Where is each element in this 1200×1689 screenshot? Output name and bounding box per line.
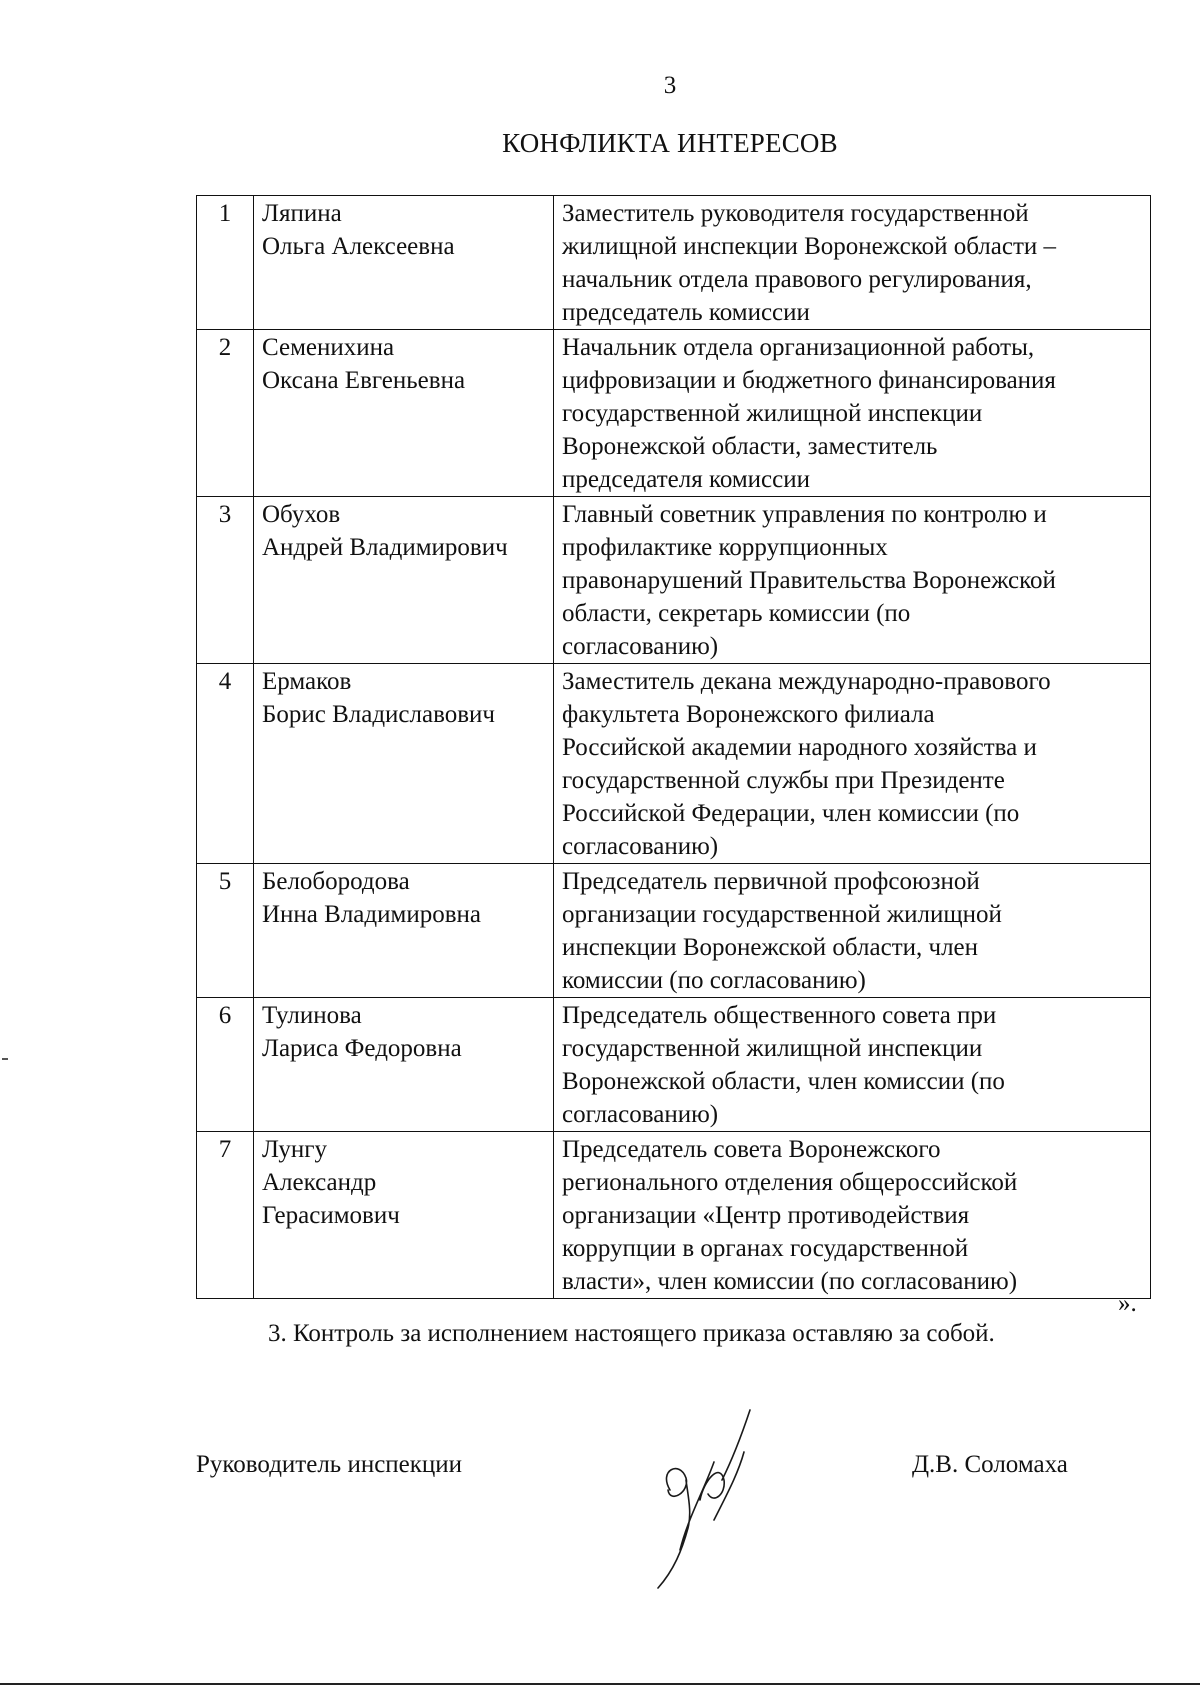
- member-role-line: Воронежской области, член комиссии (по: [562, 1068, 1005, 1095]
- member-name: [254, 664, 554, 864]
- member-role: [554, 1132, 1151, 1299]
- member-role-line: профилактике коррупционных: [562, 534, 888, 561]
- member-role-line: Председатель совета Воронежского: [562, 1136, 941, 1163]
- table-row: [197, 497, 1151, 664]
- member-role: [554, 330, 1151, 497]
- table-row: [197, 998, 1151, 1132]
- member-role-line: цифровизации и бюджетного финансирования: [562, 367, 1056, 394]
- signatory-name: Д.В. Соломаха: [912, 1451, 1068, 1478]
- member-role-line: Заместитель декана международно-правового: [562, 668, 1051, 695]
- table-row: [197, 1132, 1151, 1299]
- member-role-line: власти», член комиссии (по согласованию): [562, 1268, 1018, 1295]
- member-role-line: согласованию): [562, 633, 719, 660]
- bottom-edge-line: [0, 1683, 1200, 1685]
- member-role-line: Российской Федерации, член комиссии (по: [562, 800, 1020, 827]
- control-paragraph: 3. Контроль за исполнением настоящего приказа оставляю за собой.: [268, 1320, 995, 1347]
- member-name-line: Инна Владимировна: [262, 901, 481, 928]
- member-role-line: Заместитель руководителя государственной: [562, 200, 1029, 227]
- member-name-line: Ермаков: [262, 668, 352, 695]
- member-role-line: начальник отдела правового регулирования,: [562, 266, 1032, 293]
- member-number: 1: [197, 196, 254, 330]
- table-row: [197, 864, 1151, 998]
- member-name: [254, 497, 554, 664]
- page-title: КОНФЛИКТА ИНТЕРЕСОВ: [502, 128, 838, 158]
- member-role-line: председатель комиссии: [562, 299, 810, 326]
- member-role: [554, 864, 1151, 998]
- member-role-line: коррупции в органах государственной: [562, 1235, 969, 1262]
- member-role: [554, 196, 1151, 330]
- member-role-line: регионального отделения общероссийской: [562, 1169, 1018, 1196]
- member-role-line: государственной жилищной инспекции: [562, 1035, 983, 1062]
- member-number: 2: [197, 330, 254, 497]
- member-name-line: Тулинова: [262, 1002, 362, 1029]
- member-name-line: Лунгу: [262, 1136, 327, 1163]
- table-row: [197, 330, 1151, 497]
- members-table-body: [197, 196, 1151, 1299]
- commission-members-table: [196, 195, 1151, 1299]
- member-role: [554, 497, 1151, 664]
- member-role-line: Воронежской области, заместитель: [562, 433, 938, 460]
- member-role-line: инспекции Воронежской области, член: [562, 934, 979, 961]
- member-role-line: согласованию): [562, 833, 719, 860]
- signature-position: Руководитель инспекции: [196, 1451, 463, 1478]
- member-number: 5: [197, 864, 254, 998]
- scan-artifact-mark: [2, 1058, 8, 1060]
- member-role: [554, 664, 1151, 864]
- member-number: 4: [197, 664, 254, 864]
- member-role-line: Председатель первичной профсоюзной: [562, 868, 980, 895]
- member-name-line: Андрей Владимирович: [262, 534, 508, 561]
- member-role-line: организации государственной жилищной: [562, 901, 1002, 928]
- member-name-line: Ляпина: [262, 200, 342, 227]
- member-name-line: Ольга Алексеевна: [262, 233, 455, 260]
- member-number: 3: [197, 497, 254, 664]
- closing-quote: ».: [1118, 1290, 1137, 1317]
- page-number: 3: [663, 72, 677, 99]
- member-role-line: Председатель общественного совета при: [562, 1002, 997, 1029]
- member-name-line: Обухов: [262, 501, 341, 528]
- member-name: [254, 998, 554, 1132]
- member-role-line: государственной службы при Президенте: [562, 767, 1005, 794]
- member-role-line: области, секретарь комиссии (по: [562, 600, 911, 627]
- member-role-line: факультета Воронежского филиала: [562, 701, 935, 728]
- member-name-line: Семенихина: [262, 334, 395, 361]
- member-role-line: Российской академии народного хозяйства и: [562, 734, 1037, 761]
- member-role-line: комиссии (по согласованию): [562, 967, 866, 994]
- member-name-line: Оксана Евгеньевна: [262, 367, 466, 394]
- member-name-line: Александр: [262, 1169, 377, 1196]
- member-number: 6: [197, 998, 254, 1132]
- handwritten-signature: [630, 1400, 790, 1590]
- member-name: [254, 864, 554, 998]
- member-role-line: жилищной инспекции Воронежской области –: [562, 233, 1057, 260]
- member-name: [254, 330, 554, 497]
- member-role-line: Главный советник управления по контролю и: [562, 501, 1047, 528]
- member-name-line: Герасимович: [262, 1202, 400, 1229]
- member-name: [254, 196, 554, 330]
- member-role-line: организации «Центр противодействия: [562, 1202, 970, 1229]
- member-name: [254, 1132, 554, 1299]
- member-role-line: Начальник отдела организационной работы,: [562, 334, 1035, 361]
- table-row: [197, 664, 1151, 864]
- member-name-line: Борис Владиславович: [262, 701, 495, 728]
- member-name-line: Белобородова: [262, 868, 410, 895]
- table-row: [197, 196, 1151, 330]
- member-name-line: Лариса Федоровна: [262, 1035, 462, 1062]
- member-role-line: правонарушений Правительства Воронежской: [562, 567, 1056, 594]
- member-role-line: государственной жилищной инспекции: [562, 400, 983, 427]
- member-role: [554, 998, 1151, 1132]
- member-number: 7: [197, 1132, 254, 1299]
- member-role-line: согласованию): [562, 1101, 719, 1128]
- member-role-line: председателя комиссии: [562, 466, 810, 493]
